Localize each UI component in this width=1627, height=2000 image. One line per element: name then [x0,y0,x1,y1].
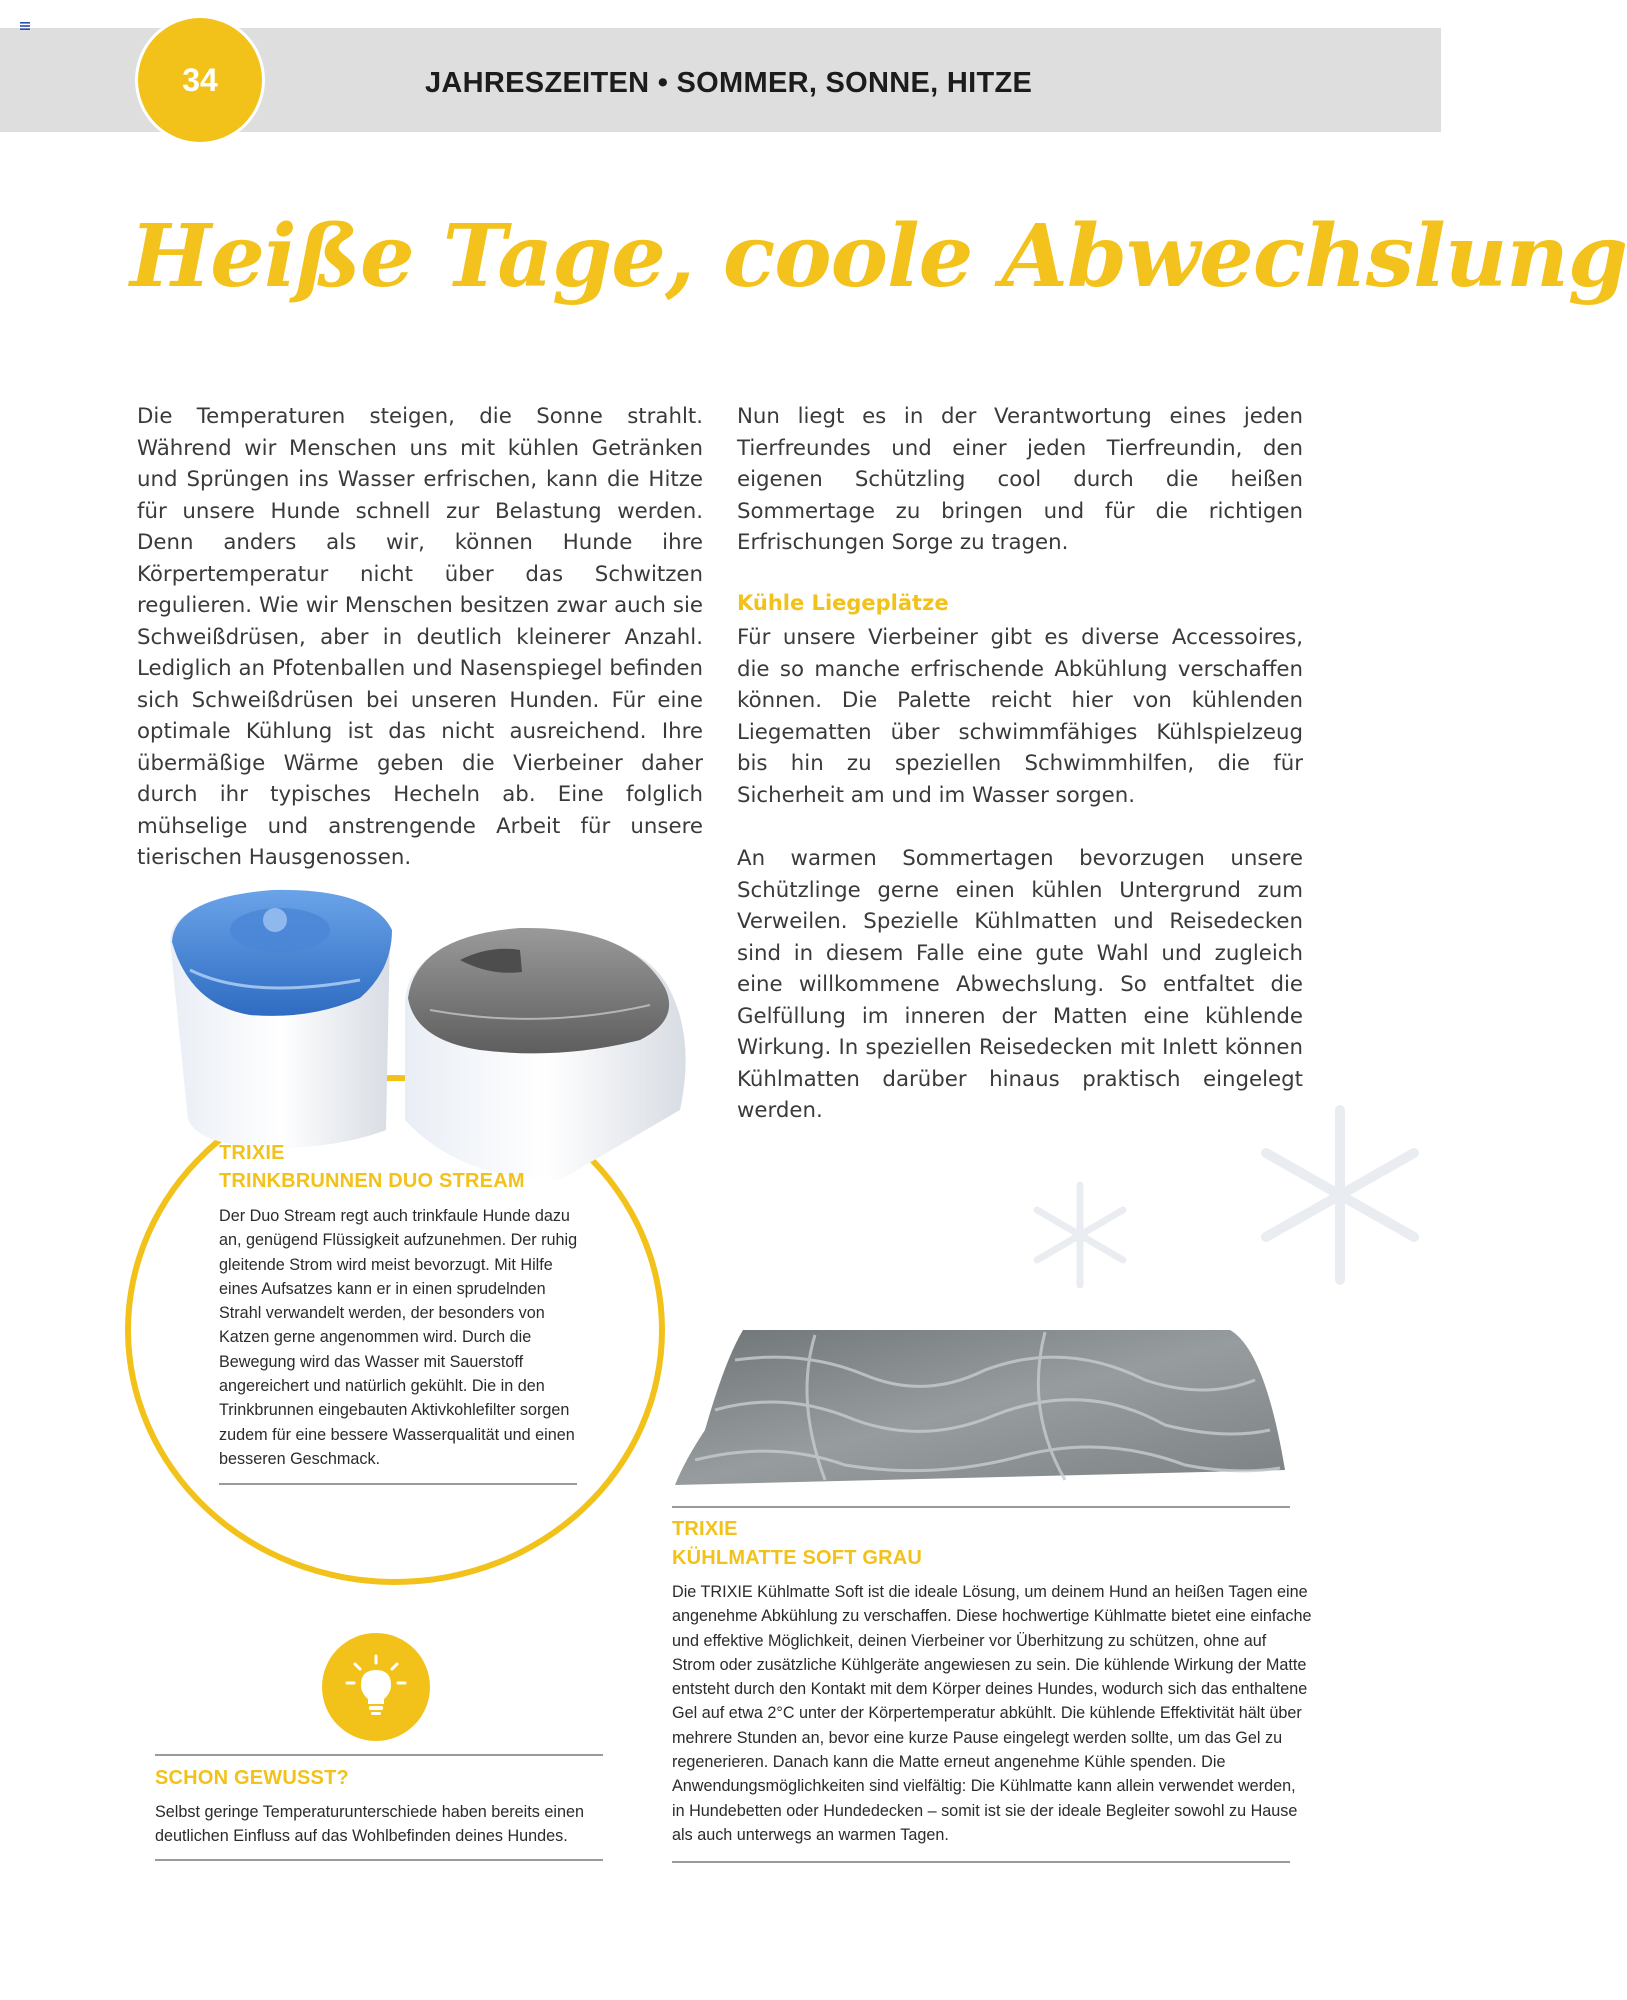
intro-paragraph: Die Temperaturen steigen, die Sonne strahlt. Während wir Menschen uns mit kühlen Getränken und Sprüngen ins Wasser erfrischen, kann die Hitze für unsere Hunde schnell zur Belastung werden. Denn anders als wir, können Hunde ihre Körpertemperatur nicht über das Schwitzen regulieren. Wie wir Menschen besitzen zwar auch sie Schweißdrüsen, aber in deutlich kleinerer Anzahl. Lediglich an Pfotenballen und Nasenspiegel befinden sich Schweißdrüsen bei unseren Hunden. Für eine optimale Kühlung ist das nicht ausreichend. Ihre übermäßige Wärme geben die Vierbeiner daher durch ihr typisches Hecheln ab. Eine folglich mühselige und anstrengende Arbeit für unsere tierischen Hausgenossen. [137,404,703,870]
cooling-mat-product-image [665,1320,1305,1495]
subheading-kuehle-liegeplaetze: Kühle Liegeplätze [737,591,949,615]
divider [155,1859,603,1861]
fountain-brand: TRIXIE [219,1142,285,1164]
fountain-product-name: TRINKBRUNNEN DUO STREAM [219,1170,525,1192]
fountain-product-image [160,880,720,1170]
page-headline: Heiße Tage, coole Abwechslung [130,206,1627,307]
mat-description: Die TRIXIE Kühlmatte Soft ist die ideale Lösung, um deinem Hund an heißen Tagen eine angenehme Abkühlung zu verschaffen. Diese hochwertige Kühlmatte bietet eine einfache und effektive Möglichkeit, deinen Vierbeiner vor Überhitzung zu schützen, ohne auf Strom oder zusätzliche Kühlgeräte angewiesen zu sein. Die kühlende Wirkung der Matte entsteht durch den Kontakt mit dem Körper deines Hundes, wodurch sich das enthaltene Gel auf etwa 2°C unter der Körpertemperatur abkühlt. Die kühlende Effektivität hält über mehrere Stunden an, bevor eine kurze Pause eingelegt werden sollte, um das Gel zu regenerieren. Danach kann die Matte erneut angenehme Kühle spenden. Die Anwendungsmöglichkeiten sind vielfältig: Die Kühlmatte kann allein verwendet werden, in Hundebetten oder Hundedecken – somit ist sie der ideale Begleiter sowohl zu Hause als auch unterwegs an warmen Tagen. [672,1583,1312,1844]
page-number: 34 [182,61,218,98]
menu-icon[interactable] [20,22,30,30]
divider [155,1754,603,1756]
section-title: JAHRESZEITEN • SOMMER, SONNE, HITZE [425,67,1033,99]
divider [672,1506,1290,1508]
tip-text: Selbst geringe Temperaturunterschiede haben bereits einen deutlichen Einfluss auf das Wohlbefinden deines Hundes. [155,1803,584,1846]
snowflake-icon [1010,1085,1430,1315]
right-paragraph-2: Für unsere Vierbeiner gibt es diverse Accessoires, die so manche erfrischende Abkühlung verschaffen können. Die Palette reicht hier von kühlenden Liegematten über schwimmfähiges Kühlspielzeug bis hin zu speziellen Schwimmhilfen, die für Sicherheit am und im Wasser sorgen. [737,625,1303,808]
divider [219,1483,577,1485]
lightbulb-icon [341,1652,411,1722]
mat-product-name: KÜHLMATTE SOFT GRAU [672,1547,923,1569]
fountain-description: Der Duo Stream regt auch trinkfaule Hunde dazu an, genügend Flüssigkeit aufzunehmen. Der ruhig gleitende Strom wird meist bevorzugt. Mit Hilfe eines Aufsatzes kann er in einen sprudelnden Strahl verwandelt werden, der besonders von Katzen gerne angenommen wird. Durch die Bewegung wird das Wasser mit Sauerstoff angereichert und natürlich gekühlt. Die in den Trinkbrunnen eingebauten Aktivkohlefilter sorgen zudem für eine bessere Wasserqualität und einen besseren Geschmack. [219,1207,578,1468]
tip-title: SCHON GEWUSST? [155,1767,349,1789]
right-paragraph-3: An warmen Sommertagen bevorzugen unsere Schützlinge gerne einen kühlen Untergrund zum Verweilen. Spezielle Kühlmatten und Reisedecken sind in diesem Falle eine gute Wahl und zugleich eine willkommene Abwechslung. So entfaltet die Gelfüllung im inneren der Matten eine kühlende Wirkung. In speziellen Reisedecken mit Inlett können Kühlmatten darüber hinaus praktisch eingelegt werden. [737,846,1303,1123]
right-paragraph-1: Nun liegt es in der Verantwortung eines jeden Tierfreundes und einer jeden Tierfreundin, den eigenen Schützling cool durch die heißen Sommertage zu bringen und für die richtigen Erfrischungen Sorge zu tragen. [737,404,1303,555]
page-number-badge [138,18,262,142]
tip-icon-badge [322,1633,430,1741]
divider [672,1861,1290,1863]
mat-brand: TRIXIE [672,1518,738,1540]
